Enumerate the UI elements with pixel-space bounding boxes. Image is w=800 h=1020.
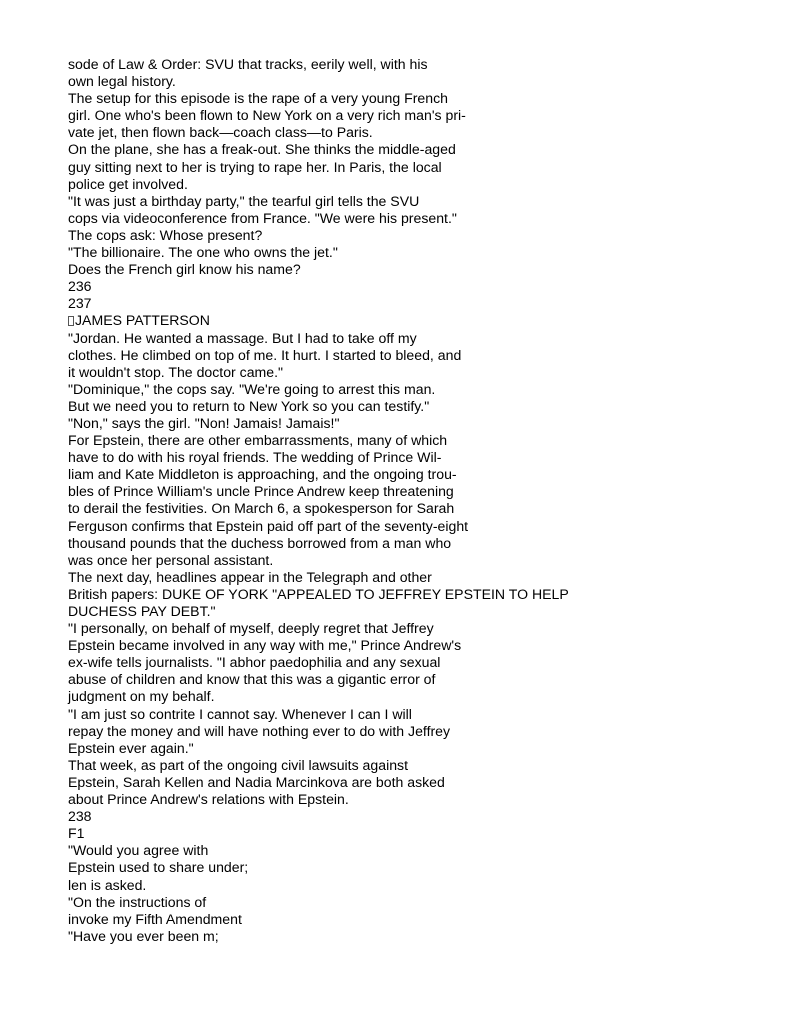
- text-line: The setup for this episode is the rape of a very young French: [68, 90, 448, 107]
- text-line: police get involved.: [68, 175, 188, 192]
- text-line: "Non," says the girl. "Non! Jamais! Jamais!": [68, 414, 340, 431]
- text-line: thousand pounds that the duchess borrowed from a man who: [68, 534, 452, 551]
- text-line: For Epstein, there are other embarrassments, many of which: [68, 432, 448, 449]
- text-line: Epstein, Sarah Kellen and Nadia Marcinkova are both asked: [68, 773, 445, 790]
- running-header-text: JAMES PATTERSON: [75, 312, 210, 329]
- text-line: ex-wife tells journalists. "I abhor paedophilia and any sexual: [68, 654, 441, 671]
- text-line: The cops ask: Whose present?: [68, 226, 263, 243]
- text-line: guy sitting next to her is trying to rape her. In Paris, the local: [68, 158, 442, 175]
- text-line: vate jet, then flown back—coach class—to Paris.: [68, 124, 373, 141]
- text-line: have to do with his royal friends. The wedding of Prince Wil-: [68, 449, 442, 466]
- text-line: clothes. He climbed on top of me. It hurt. I started to bleed, and: [68, 346, 462, 363]
- text-line: repay the money and will have nothing ever to do with Jeffrey: [68, 722, 451, 739]
- text-line: bles of Prince William's uncle Prince Andrew keep threatening: [68, 483, 454, 500]
- text-line: judgment on my behalf.: [68, 688, 215, 705]
- text-line: "Have you ever been m;: [68, 927, 219, 944]
- text-line: "The billionaire. The one who owns the jet.": [68, 244, 338, 261]
- document-page: [68, 56, 788, 945]
- text-line: The next day, headlines appear in the Telegraph and other: [68, 568, 432, 585]
- text-line: len is asked.: [68, 876, 147, 893]
- text-line: Epstein used to share under;: [68, 859, 249, 876]
- text-line: "It was just a birthday party," the tearful girl tells the SVU: [68, 192, 420, 209]
- text-line: invoke my Fifth Amendment: [68, 910, 242, 927]
- text-line: cops via videoconference from France. "We were his present.": [68, 209, 457, 226]
- text-line: girl. One who's been flown to New York on a very rich man's pri-: [68, 107, 466, 124]
- text-line: about Prince Andrew's relations with Epstein.: [68, 791, 349, 808]
- page-number: 236: [68, 278, 92, 295]
- text-line: Epstein ever again.": [68, 739, 194, 756]
- text-line: to derail the festivities. On March 6, a spokesperson for Sarah: [68, 500, 455, 517]
- text-line: "On the instructions of: [68, 893, 207, 910]
- text-line: Ferguson confirms that Epstein paid off part of the seventy-eight: [68, 517, 469, 534]
- text-line: it wouldn't stop. The doctor came.": [68, 363, 284, 380]
- text-line: On the plane, she has a freak-out. She thinks the middle-aged: [68, 141, 456, 158]
- text-line: sode of Law & Order: SVU that tracks, eerily well, with his: [68, 56, 428, 72]
- text-line: Does the French girl know his name?: [68, 261, 301, 278]
- missing-glyph-icon: [68, 316, 74, 326]
- text-line: abuse of children and know that this was a gigantic error of: [68, 671, 436, 688]
- text-line: DUCHESS PAY DEBT.": [68, 603, 216, 619]
- text-line: "Would you agree with: [68, 842, 209, 859]
- text-line: "I personally, on behalf of myself, deeply regret that Jeffrey: [68, 620, 434, 637]
- text-line: "Jordan. He wanted a massage. But I had to take off my: [68, 329, 417, 346]
- text-line: "I am just so contrite I cannot say. Whenever I can I will: [68, 705, 412, 722]
- text-line: But we need you to return to New York so you can testify.": [68, 397, 430, 414]
- text-line: F1: [68, 825, 85, 842]
- text-line: "Dominique," the cops say. "We're going to arrest this man.: [68, 380, 436, 397]
- text-line: liam and Kate Middleton is approaching, and the ongoing trou-: [68, 466, 457, 483]
- page-number: 238: [68, 808, 92, 825]
- text-line: British papers: DUKE OF YORK "APPEALED TO JEFFREY EPSTEIN TO HELP: [68, 585, 569, 602]
- text-line: Epstein became involved in any way with me," Prince Andrew's: [68, 637, 462, 654]
- text-line: was once her personal assistant.: [68, 551, 274, 568]
- text-line: own legal history.: [68, 73, 176, 90]
- running-header: [68, 312, 788, 329]
- page-number: 237: [68, 295, 92, 312]
- text-line: That week, as part of the ongoing civil lawsuits against: [68, 756, 408, 773]
